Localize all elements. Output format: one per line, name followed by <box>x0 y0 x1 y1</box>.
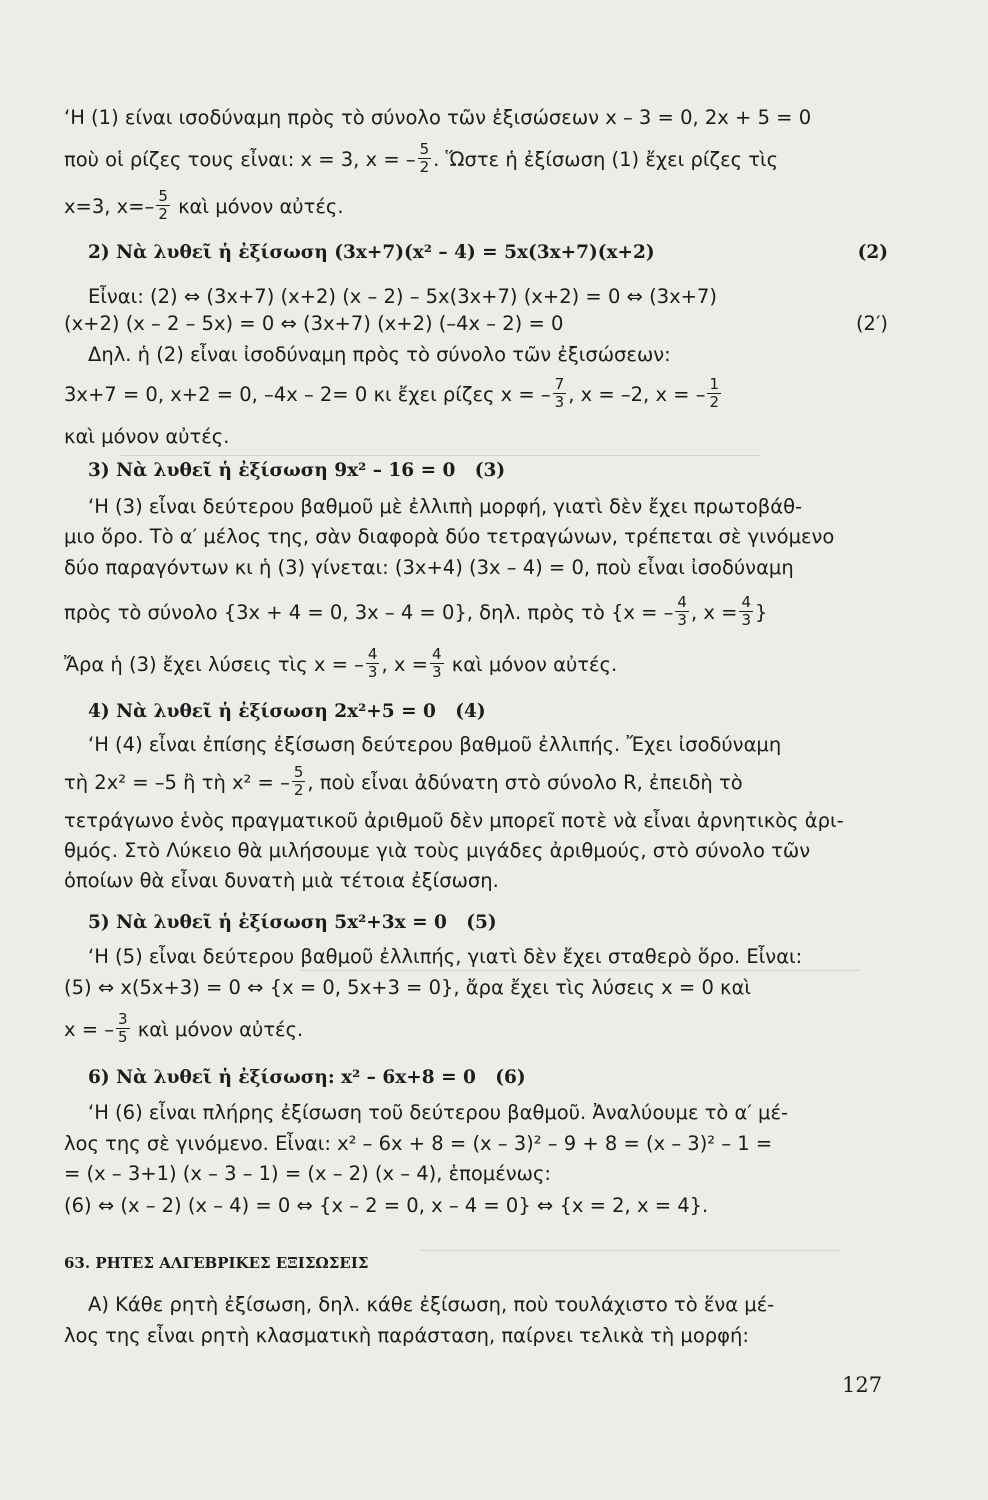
ex4-line-3: τετράγωνο ἑνὸς πραγματικοῦ ἀριθμοῦ δὲν μπορεῖ ποτὲ νὰ εἶναι ἀρνητικὸς ἀρι- <box>64 809 844 832</box>
ex5-line-1: ‘Η (5) εἶναι δεύτερου βαθμοῦ ἐλλιπής, γιατὶ δὲν ἔχει σταθερὸ ὅρο. Εἶναι: <box>88 945 803 968</box>
fraction <box>739 594 753 629</box>
text: καὶ μόνον αὐτές. <box>178 195 344 218</box>
denominator: 3 <box>741 611 751 629</box>
ex4-line-2 <box>64 763 888 801</box>
ex1-line-3 <box>64 187 888 225</box>
ex6-line-1: ‘Η (6) εἶναι πλήρης ἐξίσωση τοῦ δεύτερου βαθμοῦ. Ἀναλύουμε τὸ α′ μέ- <box>88 1101 789 1124</box>
section63-line-2: λος της εἶναι ρητὴ κλασματικὴ παράσταση, παίρνει τελικὰ τὴ μορφή: <box>64 1324 749 1347</box>
ex2-line-4 <box>64 375 888 413</box>
denominator: 2 <box>293 781 304 799</box>
fraction <box>366 646 380 681</box>
ex4-title <box>64 697 888 727</box>
ex6-line-3: = (x – 3+1) (x – 3 – 1) = (x – 2) (x – 4), ἑπομένως: <box>64 1162 551 1185</box>
text: x = – <box>64 1018 115 1041</box>
numerator: 4 <box>431 645 442 663</box>
ex3-line-2: μιο ὅρο. Τὸ α′ μέλος της, σὰν διαφορὰ δύο τετραγώνων, τρέπεται σὲ γινόμενο <box>64 525 835 548</box>
denominator: 2 <box>419 158 430 176</box>
ex4-line-4: θμός. Στὸ Λύκειο θὰ μιλήσουμε γιὰ τοὺς μιγάδες ἀριθμούς, στὸ σύνολο τῶν <box>64 839 811 862</box>
section63-line-1: Α) Κάθε ρητὴ ἐξίσωση, δηλ. κάθε ἐξίσωση, ποὺ τουλάχιστο τὸ ἕνα μέ- <box>88 1293 775 1316</box>
ex5-line-2: (5) ⇔ x(5x+3) = 0 ⇔ {x = 0, 5x+3 = 0}, ἄρα ἔχει τὶς λύσεις x = 0 καὶ <box>64 976 752 999</box>
denominator: 3 <box>677 611 687 629</box>
numerator: 7 <box>554 375 565 393</box>
numerator: 5 <box>293 763 304 781</box>
fraction <box>430 646 444 681</box>
ex6-line-2: λος της σὲ γινόμενο. Εἶναι: x² – 6x + 8 = (x – 3)² – 9 + 8 = (x – 3)² – 1 = <box>64 1132 773 1155</box>
numerator: 4 <box>367 645 378 663</box>
numerator: 4 <box>677 593 687 611</box>
ex4-line-1: ‘Η (4) εἶναι ἐπίσης ἐξίσωση δεύτερου βαθμοῦ ἐλλιπής. Ἔχει ἰσοδύναμη <box>88 733 782 756</box>
ex3-title <box>64 456 888 486</box>
text: , ποὺ εἶναι ἀδύνατη στὸ σύνολο R, ἐπειδὴ τὸ <box>307 771 743 794</box>
ex5-line-3 <box>64 1010 888 1048</box>
fraction <box>156 188 170 223</box>
ex2-line-3: Δηλ. ἡ (2) εἶναι ἰσοδύναμη πρὸς τὸ σύνολο τῶν ἐξισώσεων: <box>88 343 671 366</box>
ex3-line-5 <box>64 645 888 683</box>
text: ποὺ οἱ ρίζες τους εἶναι: x = 3, x = – <box>64 148 416 171</box>
text: καὶ μόνον αὐτές. <box>451 653 618 676</box>
text: , x = <box>381 653 428 676</box>
text: , x = <box>690 601 738 624</box>
equation-tag: (2′) <box>855 312 888 335</box>
section-heading: 63. ΡΗΤΕΣ ΑΛΓΕΒΡΙΚΕΣ ΕΞΙΣΩΣΕΙΣ <box>64 1254 369 1272</box>
text: 3x+7 = 0, x+2 = 0, –4x – 2= 0 κι ἔχει ρίζες x = – <box>64 383 551 406</box>
fraction <box>116 1011 130 1046</box>
denominator: 3 <box>554 393 565 411</box>
numerator: 3 <box>118 1010 128 1028</box>
equation-tag: (5) <box>466 912 497 933</box>
page-number: 127 <box>842 1373 883 1397</box>
equation-tag: (2) <box>857 242 888 263</box>
text: Ἄρα ἡ (3) ἔχει λύσεις τὶς x = – <box>64 653 364 676</box>
heading-text: 2) Νὰ λυθεῖ ἡ ἐξίσωση (3x+7)(x² – 4) = 5x(3x+7)(x+2) <box>88 242 655 263</box>
heading-text: 6) Νὰ λυθεῖ ἡ ἐξίσωση: x² – 6x+8 = 0 <box>88 1067 476 1088</box>
equation-tag: (6) <box>495 1067 526 1088</box>
ex2-line-2 <box>64 309 888 339</box>
ex5-title <box>64 908 888 938</box>
denominator: 5 <box>118 1028 128 1046</box>
numerator: 5 <box>158 187 168 205</box>
heading-text: 4) Νὰ λυθεῖ ἡ ἐξίσωση 2x²+5 = 0 <box>88 701 436 722</box>
ex6-title <box>64 1063 888 1093</box>
ex1-line-2 <box>64 140 888 178</box>
heading-text: 3) Νὰ λυθεῖ ἡ ἐξίσωση 9x² – 16 = 0 <box>88 460 456 481</box>
text: x=3, x=– <box>64 195 155 218</box>
text: πρὸς τὸ σύνολο {3x + 4 = 0, 3x – 4 = 0}, δηλ. πρὸς τὸ {x = – <box>64 601 674 624</box>
equation-tag: (4) <box>455 701 486 722</box>
ex2-title <box>64 238 888 268</box>
ex4-line-5: ὁποίων θὰ εἶναι δυνατὴ μιὰ τέτοια ἐξίσωση. <box>64 869 499 892</box>
denominator: 2 <box>158 205 168 223</box>
denominator: 3 <box>431 663 442 681</box>
text: . Ὥστε ἡ ἐξίσωση (1) ἔχει ρίζες τὶς <box>433 148 779 171</box>
text: , x = –2, x = – <box>568 383 706 406</box>
ex6-line-4: (6) ⇔ (x – 2) (x – 4) = 0 ⇔ {x – 2 = 0, x – 4 = 0} ⇔ {x = 2, x = 4}. <box>64 1194 709 1217</box>
fraction <box>292 764 306 799</box>
text: } <box>754 601 768 624</box>
numerator: 5 <box>419 140 430 158</box>
ex3-line-1: ‘Η (3) εἶναι δεύτερου βαθμοῦ μὲ ἐλλιπὴ μορφή, γιατὶ δὲν ἔχει πρωτοβάθ- <box>88 495 803 518</box>
text: τὴ 2x² = –5 ἢ τὴ x² = – <box>64 771 290 794</box>
numerator: 4 <box>741 593 751 611</box>
numerator: 1 <box>709 375 720 393</box>
denominator: 2 <box>709 393 720 411</box>
fraction <box>707 376 721 411</box>
fraction <box>418 141 432 176</box>
ex2-line-5: καὶ μόνον αὐτές. <box>64 425 230 448</box>
text: (x+2) (x – 2 – 5x) = 0 ⇔ (3x+7) (x+2) (–4x – 2) = 0 <box>64 312 564 335</box>
ex2-line-1: Εἶναι: (2) ⇔ (3x+7) (x+2) (x – 2) – 5x(3x+7) (x+2) = 0 ⇔ (3x+7) <box>88 285 717 308</box>
ex3-line-3: δύο παραγόντων κι ἡ (3) γίνεται: (3x+4) (3x – 4) = 0, ποὺ εἶναι ἰσοδύναμη <box>64 556 794 579</box>
fraction <box>675 594 689 629</box>
equation-tag: (3) <box>474 460 506 481</box>
ex3-line-4 <box>64 593 888 631</box>
text: καὶ μόνον αὐτές. <box>137 1018 304 1041</box>
ex1-line-1: ‘Η (1) είναι ισοδύναμη πρὸς τὸ σύνολο τῶν ἐξισώσεων x – 3 = 0, 2x + 5 = 0 <box>64 106 812 129</box>
denominator: 3 <box>367 663 378 681</box>
heading-text: 5) Νὰ λυθεῖ ἡ ἐξίσωση 5x²+3x = 0 <box>88 912 447 933</box>
fraction <box>553 376 567 411</box>
